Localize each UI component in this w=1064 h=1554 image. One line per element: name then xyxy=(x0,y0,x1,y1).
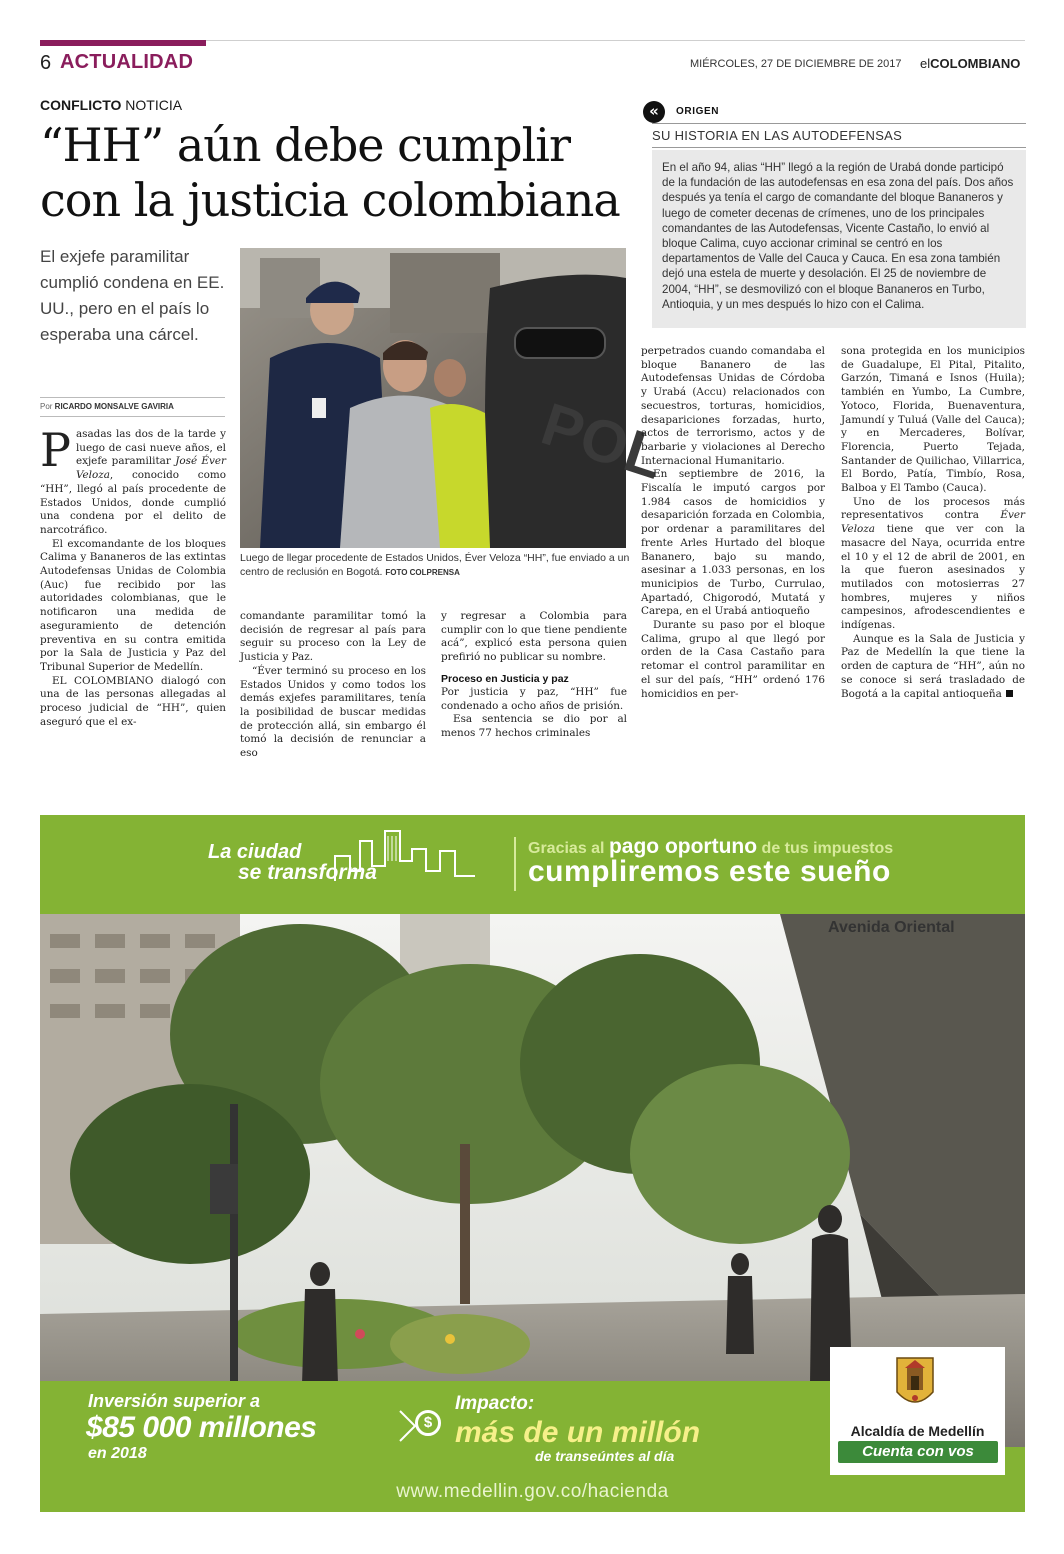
article-column-4: perpetrados cuando comandaba el bloque Bananero de las Autodefensas Unidas de Córdoba y Urabá (Accu) relacionados con secuestros, torturas, homicidios, desapariciones forzadas, hurto, actos de terrorismo, actos y de barbarie y violaciones al Derecho Internacional Humanitario. En septiembre de 2016, la Fiscalía le imputó cargos por 1.984 casos de homicidios y desaparición forzada en Colombia, por ordenar a paramilitares del frente Arles Hurtado del bloque Bananero, bajo su mando, asesinar a 1.033 personas, en los municipios de Turbo, Currulao, Apartadó, Chigorodó, Mutatá y Carepa, en el Urabá antioqueño Durante su paso por el bloque Calima, grupo al que llegó por orden de la Casa Castaño para retomar el control paramilitar en el sur del país, “HH” ordenó 176 homicidios en per- xyxy=(641,345,825,700)
newspaper-brand: elCOLOMBIANO xyxy=(920,56,1021,71)
article-photo xyxy=(240,248,672,548)
ad-cuenta-con-vos: Cuenta con vos xyxy=(838,1441,998,1463)
ad-investment-amount: $85 000 millones xyxy=(86,1411,317,1444)
end-of-story-mark xyxy=(1006,690,1013,697)
byline-rule xyxy=(40,416,225,417)
byline: Por RICARDO MONSALVE GAVIRIA xyxy=(40,402,174,411)
section-color-bar xyxy=(40,40,206,46)
byline-rule xyxy=(40,397,225,398)
double-chevron-left-icon: « xyxy=(643,101,665,123)
article-column-1: Pasadas las dos de la tarde y luego de casi nueve años, el exjefe paramilitar José Éver Veloza, conocido como “HH”, llegó al país procedente de Estados Unidos, donde cumplió una condena por el delito de narcotráfico. El excomandante de los bloques Calima y Bananeros de las extintas Autodefensas Unidas de Colombia (Auc) fue recibido por las autoridades colombianas, que le notificaron una medida de aseguramiento de detención preventiva en su contra emitida por la Sala de Justicia y Paz del Tribunal Superior de Medellín. EL COLOMBIANO dialogó con una de las personas allegadas al proceso judicial de “HH”, quien aseguró que el ex- xyxy=(40,423,227,728)
sidebar-rule xyxy=(652,123,1026,124)
article-headline: “HH” aún debe cumplir con la justicia colombiana xyxy=(40,118,620,227)
sidebar-body: En el año 94, alias “HH” llegó a la región de Urabá donde participó de la fundación de las autodefensas en esa zona del país. Dos años después ya tenía el cargo de comandante del bloque Bananeros y luego de cometer decenas de crímenes, uno de los principales comandantes de las Autodefensas, Vicente Castaño, lo envió al bloque Calima, cuyo accionar criminal se centró en los departamentos de Valle del Cauca y Cauca. En esa zona también dejó una estela de muerte y desolación. El 25 de noviembre de 2004, “HH”, se desmovilizó con el bloque Bananeros en Turbo, Antioquia, y un mes después lo hizo con el Calima. xyxy=(662,161,1014,311)
ad-alcaldia-name: Alcaldía de Medellín xyxy=(850,1423,985,1439)
photo-caption: Luego de llegar procedente de Estados Unidos, Éver Veloza “HH”, fue enviado a un centro de reclusión en Bogotá. FOTO COLPRENSA xyxy=(240,552,630,578)
ad-impact-value: más de un millón xyxy=(455,1416,701,1449)
ad-investment-year: en 2018 xyxy=(88,1445,147,1462)
ad-investment-line1: Inversión superior a xyxy=(88,1391,261,1411)
section-name: ACTUALIDAD xyxy=(60,51,194,73)
page-number: 6 xyxy=(40,52,52,74)
ad-dream-line: cumpliremos este sueño xyxy=(528,855,891,888)
ad-impact-detail: de transeúntes al día xyxy=(535,1448,675,1464)
section-subhead: Proceso en Justicia y paz xyxy=(441,672,569,685)
sidebar-title: SU HISTORIA EN LAS AUTODEFENSAS xyxy=(652,128,903,143)
article-column-3: y regresar a Colombia para cumplir con lo que tiene pendiente acá”, explicó esta persona quien prefirió no publicar su nombre. Proceso en Justicia y paz Por justicia y paz, “HH” fue condenado a ocho años de prisión. Esa sentencia se dio por al menos 77 hechos criminales xyxy=(441,610,627,739)
photo-credit: FOTO COLPRENSA xyxy=(385,568,460,577)
article-subhead: El exjefe paramilitar cumplió condena en EE. UU., pero en el país lo esperaba una cárcel. xyxy=(40,247,225,344)
sidebar-rule xyxy=(652,147,1026,148)
coin-icon: $ xyxy=(415,1410,441,1436)
article-column-2: comandante paramilitar tomó la decisión de regresar al país para seguir su proceso con la Ley de Justicia y Paz. “Éver terminó su proceso en los Estados Unidos y como todos los demás exjefes paramilitares, tenía la posibilidad de buscar medidas de protección allá, sin embargo él tomó la decisión de renunciar a eso xyxy=(240,610,426,760)
ad-divider xyxy=(514,837,516,891)
article-kicker: CONFLICTO NOTICIA xyxy=(40,97,183,113)
article-column-5: sona protegida en los municipios de Guadalupe, El Pital, Pitalito, Garzón, Timaná e Isnos (Huila); también en Yumbo, La Cumbre, Yotoco, Florida, Buenaventura, Jamundí y Tuluá (Valle del Cauca); y en Mercaderes, Bolívar, Florencia, Puerto Tejada, Santander de Quilichao, Villarrica, El Bordo, Patía, Timbío, Rosa, Balboa y El Tambo (Cauca). Uno de los procesos más representativos contra Éver Veloza tiene que ver con la masacre del Naya, ocurrida entre el 10 y el 12 de abril de 2001, en la que fueron asesinados y mutilados con motosierras 27 hombres, mujeres y niños campesinos, afrodescendientes e indígenas. Aunque es la Sala de Justicia y Paz de Medellín la que tiene la orden de captura de “HH”, aún no se conoce si será trasladado de Bogotá a la capital antioqueña xyxy=(841,345,1025,700)
ad-slogan-line1: La ciudad xyxy=(208,841,302,863)
drop-cap: P xyxy=(40,423,71,477)
ad-location-label: Avenida Oriental xyxy=(828,919,955,936)
ad-slogan-line2: se transforma xyxy=(238,861,377,884)
sidebar-label: ORIGEN xyxy=(676,106,720,117)
ad-url[interactable]: www.medellin.gov.co/hacienda xyxy=(396,1481,669,1502)
advertisement xyxy=(40,815,1025,1512)
svg-text:POL: POL xyxy=(533,389,672,492)
ad-impact-label: Impacto: xyxy=(455,1393,535,1414)
issue-date: MIÉRCOLES, 27 DE DICIEMBRE DE 2017 xyxy=(690,58,902,70)
ad-thanks-line: Gracias al pago oportuno de tus impuestos xyxy=(528,835,894,858)
medellin-crest-icon xyxy=(893,1352,937,1414)
